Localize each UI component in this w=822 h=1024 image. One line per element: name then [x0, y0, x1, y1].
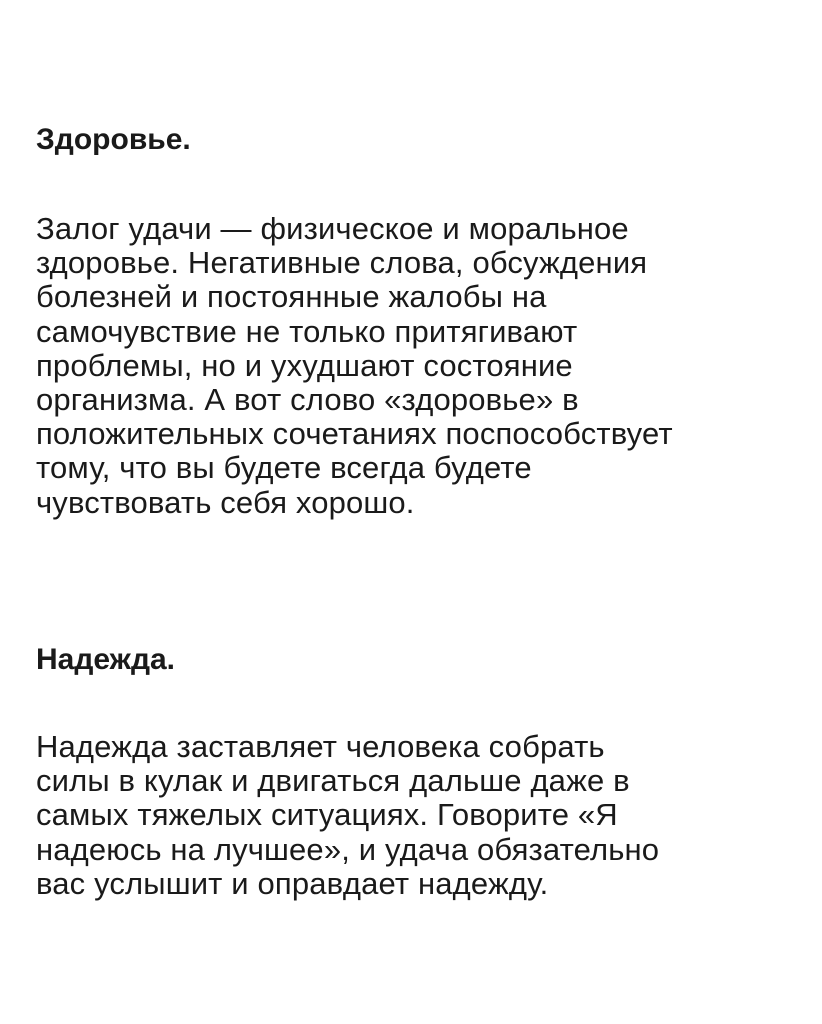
section-heading-health: Здоровье. — [36, 123, 191, 156]
section-paragraph-health — [36, 212, 673, 520]
paragraph-line: Надежда заставляет человека собрать — [36, 729, 605, 764]
paragraph-line: самых тяжелых ситуациях. Говорите «Я — [36, 797, 618, 833]
paragraph-line: Залог удачи — физическое и моральное — [36, 211, 629, 246]
paragraph-line: надеюсь на лучшее», и удача обязательно — [36, 831, 660, 867]
paragraph-line: здоровье. Негативные слова, обсуждения — [36, 245, 648, 281]
paragraph-line: положительных сочетаниях поспособствует — [36, 416, 673, 452]
paragraph-line: болезней и постоянные жалобы на — [36, 279, 547, 315]
paragraph-line: самочувствие не только притягивают — [36, 313, 578, 349]
paragraph-line: проблемы, но и ухудшают состояние — [36, 347, 573, 383]
section-paragraph-hope — [36, 730, 659, 901]
section-heading-hope: Надежда. — [36, 643, 176, 676]
paragraph-line: чувствовать себя хорошо. — [36, 484, 415, 520]
paragraph-line: вас услышит и оправдает надежду. — [36, 865, 549, 901]
paragraph-line: тому, что вы будете всегда будете — [36, 450, 532, 486]
paragraph-line: силы в кулак и двигаться дальше даже в — [36, 763, 630, 799]
paragraph-line: организма. А вот слово «здоровье» в — [36, 382, 579, 418]
